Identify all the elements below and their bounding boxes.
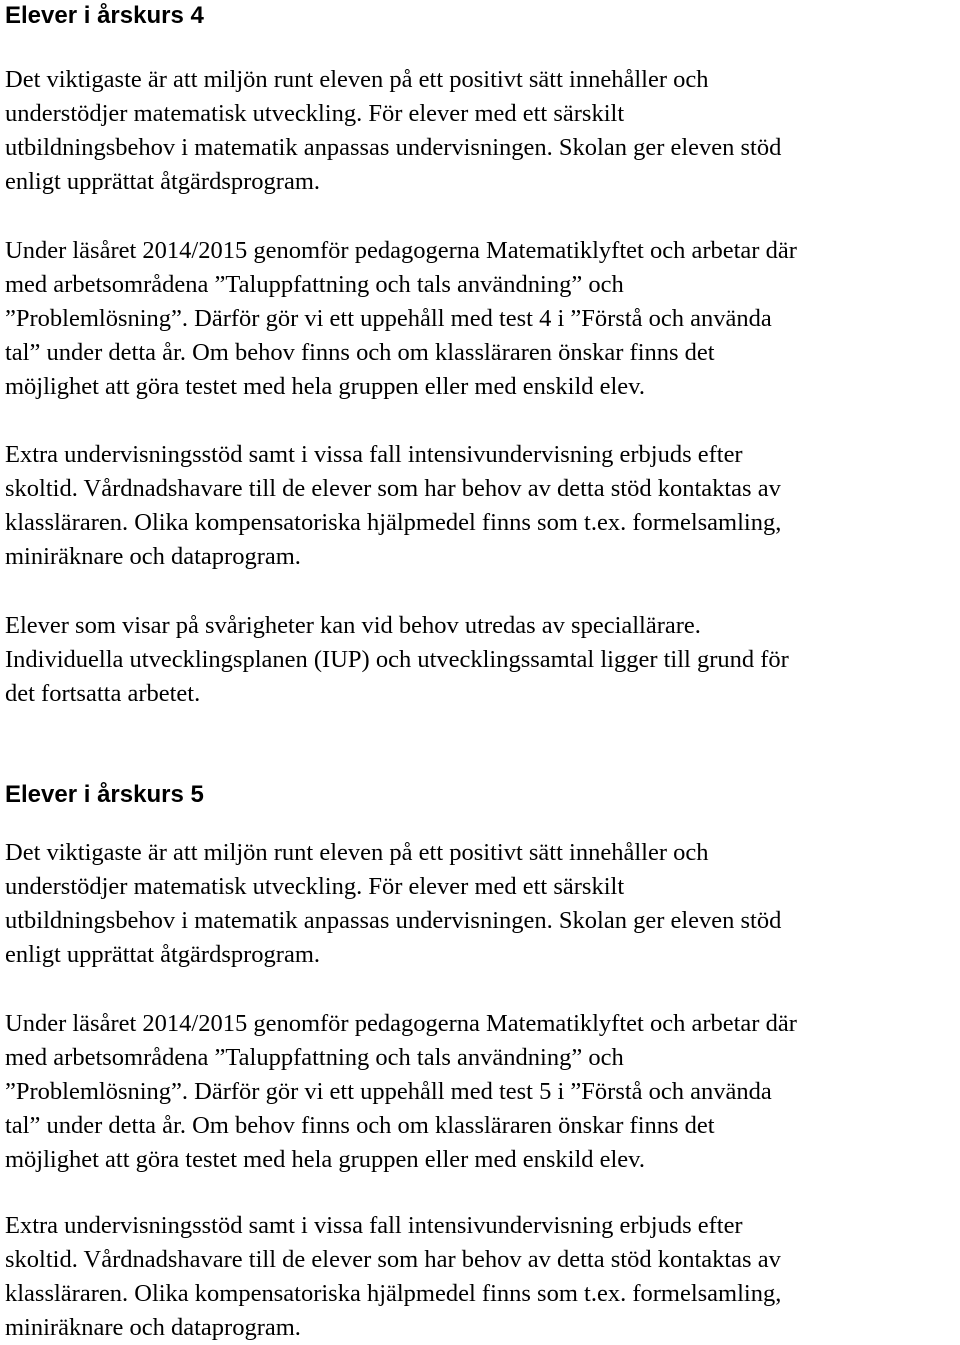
text-line: utbildningsbehov i matematik anpassas undervisningen. Skolan ger eleven stöd	[5, 134, 782, 161]
text-line: skoltid. Vårdnadshavare till de elever som har behov av detta stöd kontaktas av	[5, 1246, 781, 1273]
text-line: Elever som visar på svårigheter kan vid behov utredas av speciallärare.	[5, 612, 701, 639]
text-line: möjlighet att göra testet med hela gruppen eller med enskild elev.	[5, 1146, 645, 1173]
section-heading: Elever i årskurs 5	[5, 781, 204, 808]
text-line: skoltid. Vårdnadshavare till de elever som har behov av detta stöd kontaktas av	[5, 475, 781, 502]
text-line: tal” under detta år. Om behov finns och om klassläraren önskar finns det	[5, 339, 715, 366]
paragraph	[5, 1209, 781, 1345]
paragraph	[5, 836, 781, 972]
text-line: enligt upprättat åtgärdsprogram.	[5, 168, 320, 195]
text-line: utbildningsbehov i matematik anpassas undervisningen. Skolan ger eleven stöd	[5, 907, 782, 934]
text-line: klassläraren. Olika kompensatoriska hjälpmedel finns som t.ex. formelsamling,	[5, 509, 782, 536]
text-line: tal” under detta år. Om behov finns och om klassläraren önskar finns det	[5, 1112, 715, 1139]
text-line: understödjer matematisk utveckling. För elever med ett särskilt	[5, 873, 625, 900]
text-line: Extra undervisningsstöd samt i vissa fall intensivundervisning erbjuds efter	[5, 441, 743, 468]
text-line: miniräknare och dataprogram.	[5, 1314, 301, 1341]
text-line: Under läsåret 2014/2015 genomför pedagogerna Matematiklyftet och arbetar där	[5, 237, 797, 264]
text-line: med arbetsområdena ”Taluppfattning och tals användning” och	[5, 1044, 624, 1071]
paragraph	[5, 63, 781, 199]
paragraph	[5, 438, 781, 574]
paragraph	[5, 234, 797, 404]
paragraph	[5, 609, 789, 711]
text-line: enligt upprättat åtgärdsprogram.	[5, 941, 320, 968]
text-line: ”Problemlösning”. Därför gör vi ett uppehåll med test 4 i ”Förstå och använda	[5, 305, 772, 332]
text-line: understödjer matematisk utveckling. För elever med ett särskilt	[5, 100, 625, 127]
text-line: ”Problemlösning”. Därför gör vi ett uppehåll med test 5 i ”Förstå och använda	[5, 1078, 772, 1105]
text-line: möjlighet att göra testet med hela gruppen eller med enskild elev.	[5, 373, 645, 400]
text-line: miniräknare och dataprogram.	[5, 543, 301, 570]
text-line: med arbetsområdena ”Taluppfattning och tals användning” och	[5, 271, 624, 298]
text-line: klassläraren. Olika kompensatoriska hjälpmedel finns som t.ex. formelsamling,	[5, 1280, 782, 1307]
section-heading: Elever i årskurs 4	[5, 2, 204, 29]
text-line: Extra undervisningsstöd samt i vissa fall intensivundervisning erbjuds efter	[5, 1212, 743, 1239]
text-line: Under läsåret 2014/2015 genomför pedagogerna Matematiklyftet och arbetar där	[5, 1010, 797, 1037]
text-line: Det viktigaste är att miljön runt eleven på ett positivt sätt innehåller och	[5, 839, 709, 866]
text-line: Individuella utvecklingsplanen (IUP) och utvecklingssamtal ligger till grund för	[5, 646, 789, 673]
text-line: det fortsatta arbetet.	[5, 680, 201, 707]
text-line: Det viktigaste är att miljön runt eleven på ett positivt sätt innehåller och	[5, 66, 709, 93]
paragraph	[5, 1007, 797, 1177]
